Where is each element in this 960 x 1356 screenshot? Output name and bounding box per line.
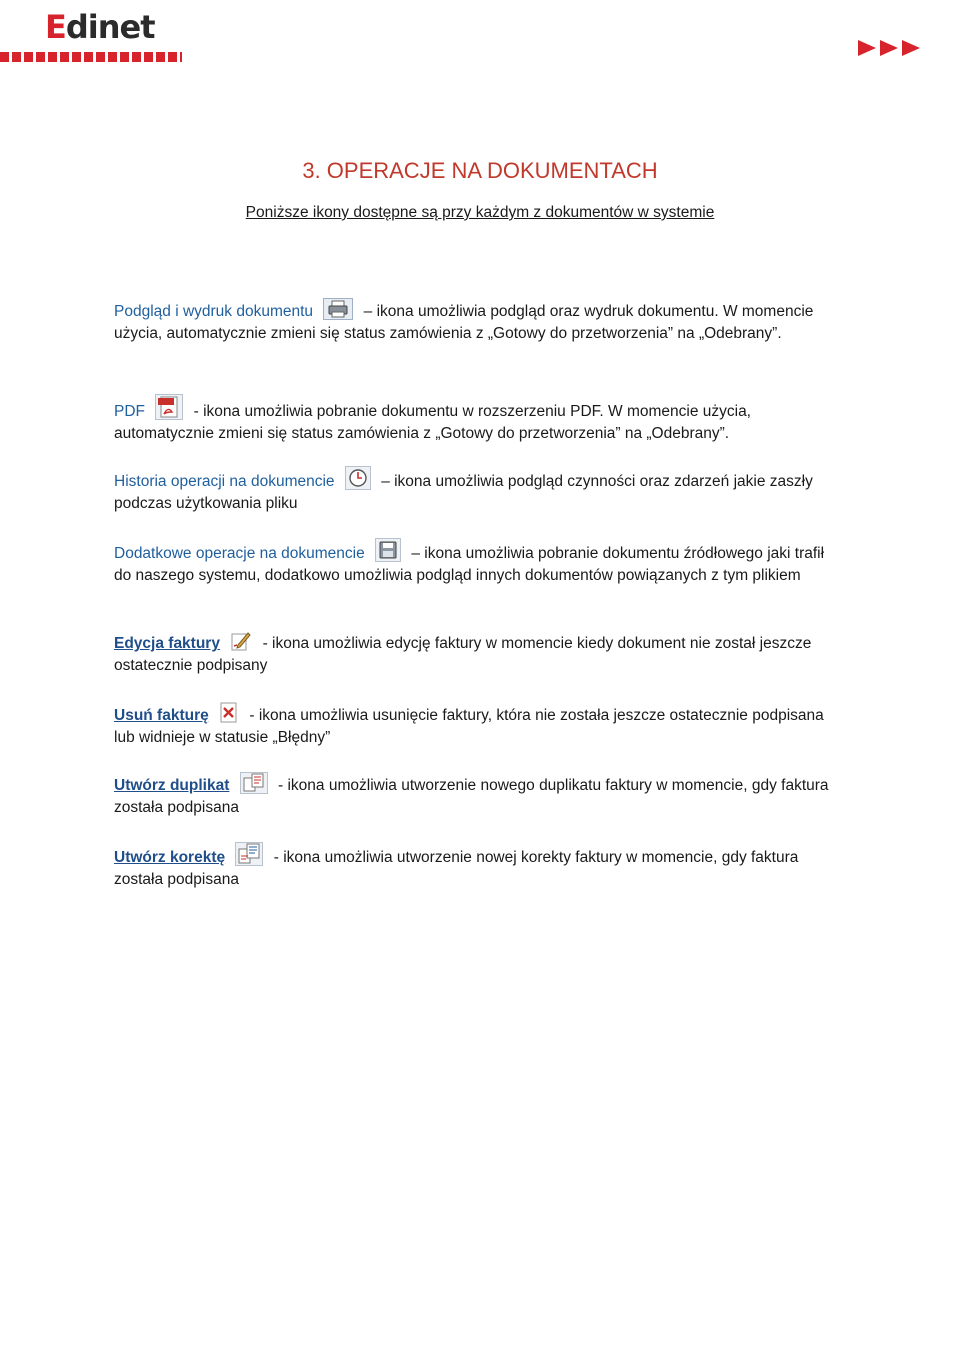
item-create-duplicate [114,772,844,818]
item-history [114,466,844,514]
item-description: - ikona umożliwia edycję faktury w momencie kiedy dokument nie został jeszcze ostatecznie podpisany [114,635,812,674]
item-delete-invoice [114,702,844,748]
item-term: Historia operacji na dokumencie [114,473,335,490]
item-description: – ikona umożliwia podgląd czynności oraz zdarzeń jakie zaszły podczas użytkowania pliku [114,473,813,512]
correction-icon[interactable] [235,842,263,866]
history-clock-icon[interactable] [345,466,371,490]
edinet-logo: Edinet [45,8,155,46]
item-description: - ikona umożliwia utworzenie nowej korekty faktury w momencie, gdy faktura została podpisana [114,849,799,888]
item-term: Usuń fakturę [114,707,209,724]
item-edit-invoice [114,630,844,676]
pdf-icon[interactable] [155,394,183,420]
item-description: – ikona umożliwia pobranie dokumentu źródłowego jaki trafił do naszego systemu, dodatkowo umożliwia podgląd innych dokumentów powiązanych z tym plikiem [114,545,825,584]
item-term: Utwórz duplikat [114,777,230,794]
section-title: 3. OPERACJE NA DOKUMENTACH [302,158,658,183]
item-term: Edycja faktury [114,635,220,652]
header-stripe [0,52,182,62]
item-pdf [114,394,844,444]
item-term: Podgląd i wydruk dokumentu [114,303,314,320]
item-term: Utwórz korektę [114,849,226,866]
header-arrows-icon [854,40,954,58]
item-print-preview [114,298,844,344]
item-term: Dodatkowe operacje na dokumencie [114,545,365,562]
item-description: - ikona umożliwia usunięcie faktury, która nie została jeszcze ostatecznie podpisana lub widnieje w statusie „Błędny” [114,707,824,746]
save-disk-icon[interactable] [375,538,401,562]
edit-pencil-icon[interactable] [230,630,252,652]
printer-icon[interactable] [323,298,353,320]
item-description: - ikona umożliwia utworzenie nowego duplikatu faktury w momencie, gdy faktura została podpisana [114,777,829,816]
item-term: PDF [114,403,145,420]
page-header [0,0,960,70]
duplicate-icon[interactable] [240,772,268,794]
item-description: - ikona umożliwia pobranie dokumentu w rozszerzeniu PDF. W momencie użycia, automatycznie zmieni się status zamówienia z „Gotowy do przetworzenia” na „Odebrany”. [114,403,751,442]
delete-x-icon[interactable] [219,702,239,724]
section-subtitle: Poniższe ikony dostępne są przy każdym z dokumentów w systemie [245,204,715,221]
item-create-correction [114,842,844,890]
item-extra-operations [114,538,844,586]
item-description: – ikona umożliwia podgląd oraz wydruk dokumentu. W momencie użycia, automatycznie zmieni się status zamówienia z „Gotowy do przetworzenia” na „Odebrany”. [114,303,814,342]
